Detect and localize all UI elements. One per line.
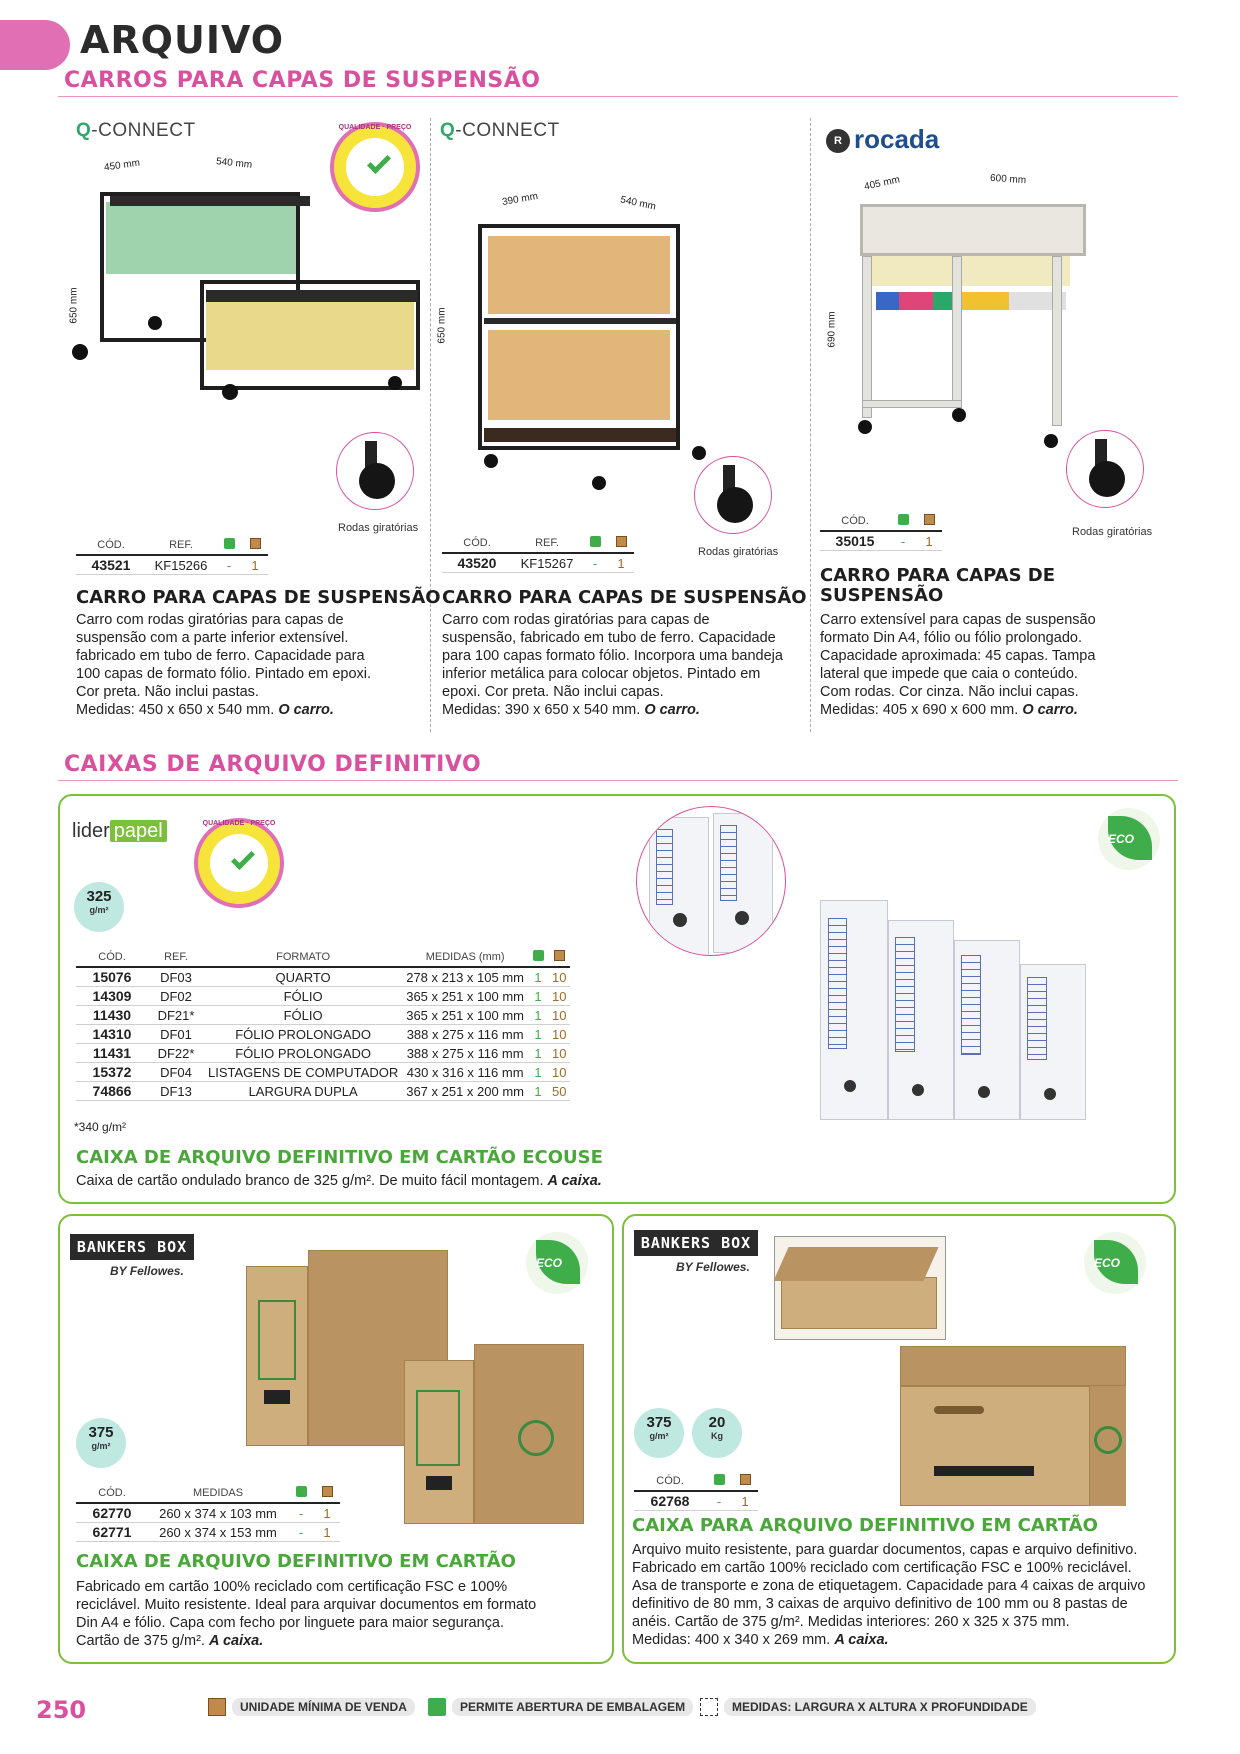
- grammage-badge: 375 g/m²: [76, 1418, 126, 1468]
- col-header-cod: CÓD.: [76, 1484, 148, 1503]
- table-row: 62768 - 1: [634, 1491, 758, 1511]
- col-header-cod: CÓD.: [76, 536, 146, 555]
- grammage-badge: 325 g/m²: [74, 882, 124, 932]
- product-title: CARRO PARA CAPAS DE SUSPENSÃO: [76, 587, 441, 608]
- wheel-caption: Rodas giratórias: [698, 546, 779, 558]
- col-header-cod: CÓD.: [442, 534, 512, 553]
- swivel-wheel-detail: [336, 432, 414, 510]
- col-header-medidas: MEDIDAS: [148, 1484, 288, 1503]
- table-row: 43520 KF15267 - 1: [442, 553, 634, 573]
- product-title: CAIXA DE ARQUIVO DEFINITIVO EM CARTÃO: [76, 1551, 516, 1572]
- min-unit-icon: [916, 512, 942, 531]
- section-title-archive-boxes: CAIXAS DE ARQUIVO DEFINITIVO: [64, 752, 482, 777]
- product-description: Caixa de cartão ondulado branco de 325 g/m². De muito fácil montagem. A caixa.: [76, 1173, 602, 1189]
- page-number: 250: [36, 1696, 87, 1724]
- page-title: ARQUIVO: [80, 18, 285, 62]
- grammage-badge: 375 g/m²: [634, 1408, 684, 1458]
- product-description: Carro com rodas giratórias para capas de suspensão com a parte inferior extensível. fabricado em tubo de ferro. Capacidade para 100 capas de formato fólio. Pintado em epoxi. Cor preta. Não inclui pastas. Medidas: 450 x 650 x 540 mm. O carro.: [76, 612, 372, 718]
- eco-badge: ECO: [1084, 1232, 1146, 1294]
- table-row: 11430 DF21* FÓLIO 365 x 251 x 100 mm 1 10: [76, 1006, 570, 1025]
- table-row: 35015 - 1: [820, 531, 942, 551]
- product-table-cart-1: [76, 536, 268, 575]
- eco-badge: ECO: [1098, 808, 1160, 870]
- table-row: 43521 KF15266 - 1: [76, 555, 268, 575]
- dimension-depth: 405 mm: [863, 174, 901, 193]
- brand-logo-bankers-box: BANKERS BOX: [634, 1230, 758, 1256]
- brand-logo-liderpapel: lider papel: [72, 820, 167, 843]
- product-image-cart-1: [70, 150, 420, 440]
- quality-price-badge: QUALIDADE · PREÇO: [194, 818, 284, 908]
- product-table-ecouse: [76, 948, 570, 1101]
- swivel-wheel-detail: [1066, 430, 1144, 508]
- box-icon: [208, 1698, 226, 1716]
- wheel-caption: Rodas giratórias: [1072, 526, 1153, 538]
- column-divider: [810, 118, 811, 732]
- min-unit-icon: [608, 534, 634, 553]
- dimension-height: 650 mm: [68, 287, 80, 324]
- product-title: CARRO PARA CAPAS DE SUSPENSÃO: [820, 565, 1056, 606]
- min-unit-icon: [548, 948, 570, 967]
- col-header-ref: REF.: [146, 536, 216, 555]
- table-row: 11431 DF22* FÓLIO PROLONGADO 388 x 275 x 116 mm 1 10: [76, 1044, 570, 1063]
- col-header-cod: CÓD.: [76, 948, 148, 967]
- section-divider: [58, 780, 1178, 781]
- dimension-height: 650 mm: [436, 307, 448, 344]
- open-pack-icon: [582, 534, 608, 553]
- open-pack-icon: [288, 1484, 314, 1503]
- section-title-carts: CARROS PARA CAPAS DE SUSPENSÃO: [64, 68, 541, 93]
- table-footnote: *340 g/m²: [74, 1120, 127, 1134]
- dimension-height: 690 mm: [826, 311, 838, 348]
- open-pack-icon: [428, 1698, 446, 1716]
- product-description: Carro com rodas giratórias para capas de suspensão, fabricado em tubo de ferro. Capacidade para 100 capas formato fólio. Incorpora uma bandeja inferior metálica para colocar objetos. Pintado em epoxi. Cor preta. Não inclui capas. Medidas: 390 x 650 x 540 mm. O carro.: [442, 612, 783, 718]
- min-unit-icon: [242, 536, 268, 555]
- min-unit-icon: [314, 1484, 340, 1503]
- product-table-bankers-box-2: [634, 1472, 758, 1511]
- open-pack-icon: [706, 1472, 732, 1491]
- legend-min-unit: UNIDADE MÍNIMA DE VENDA: [208, 1698, 415, 1716]
- eco-badge: ECO: [526, 1232, 588, 1294]
- product-image-cart-3: [826, 168, 1110, 468]
- product-detail-lid-open: [774, 1236, 946, 1340]
- open-pack-icon: [528, 948, 548, 967]
- product-image-cart-2: [436, 180, 720, 490]
- product-title: CAIXA DE ARQUIVO DEFINITIVO EM CARTÃO ECOUSE: [76, 1147, 603, 1168]
- brand-logo-fellowes: BY Fellowes.: [676, 1260, 750, 1274]
- legend-open-pack: PERMITE ABERTURA DE EMBALAGEM: [428, 1698, 693, 1716]
- brand-logo-bankers-box: BANKERS BOX: [70, 1234, 194, 1260]
- wheel-caption: Rodas giratórias: [338, 522, 419, 534]
- brand-logo-fellowes: BY Fellowes.: [110, 1264, 184, 1278]
- product-image-storage-box: [894, 1346, 1130, 1512]
- legend-dimensions: MEDIDAS: LARGURA X ALTURA X PROFUNDIDADE: [700, 1698, 1036, 1716]
- product-description: Carro extensível para capas de suspensão formato Din A4, fólio ou fólio prolongado. Capacidade aproximada: 45 capas. Tampa lateral que impede que caia o conteúdo. Com rodas. Cor cinza. Não inclui capas. Medidas: 405 x 690 x 600 mm. O carro.: [820, 612, 1096, 718]
- check-icon: [231, 846, 255, 870]
- product-table-bankers-box-1: [76, 1484, 340, 1542]
- dimension-width: 600 mm: [989, 172, 1027, 187]
- section-divider: [58, 96, 1178, 97]
- product-description: Fabricado em cartão 100% reciclado com certificação FSC e 100% reciclável. Muito resistente. Ideal para arquivar documentos em formato Din A4 e fólio. Capa com fecho por linguete para maior segurança. Cartão de 375 g/m². A caixa.: [76, 1579, 537, 1649]
- min-unit-icon: [732, 1472, 758, 1491]
- product-detail-closeup: [636, 806, 786, 956]
- col-header-formato: FORMATO: [204, 948, 402, 967]
- table-row: 15372 DF04 LISTAGENS DE COMPUTADOR 430 x 316 x 116 mm 1 10: [76, 1063, 570, 1082]
- section-tab-marker: [0, 20, 70, 70]
- dimension-width: 540 mm: [215, 156, 253, 171]
- dimension-depth: 450 mm: [103, 157, 141, 174]
- product-title: CARRO PARA CAPAS DE SUSPENSÃO: [442, 587, 807, 608]
- brand-logo-qconnect: Q-CONNECT: [76, 120, 196, 141]
- col-header-medidas: MEDIDAS (mm): [402, 948, 528, 967]
- open-pack-icon: [890, 512, 916, 531]
- col-header-cod: CÓD.: [634, 1472, 706, 1491]
- quality-price-badge: QUALIDADE · PREÇO: [330, 122, 420, 212]
- table-row: 15076 DF03 QUARTO 278 x 213 x 105 mm 1 10: [76, 967, 570, 987]
- brand-logo-rocada: R rocada: [826, 124, 939, 155]
- col-header-ref: REF.: [148, 948, 204, 967]
- product-description: Arquivo muito resistente, para guardar documentos, capas e arquivo definitivo. Fabricado em cartão 100% reciclado com certificação FSC e 100% reciclável. Asa de transporte e zona de etiquetagem. Capacidade para 4 caixas de arquivo definitivo de 80 mm, 3 caixas de arquivo definitivo de 100 mm ou 8 pastas de anéis. Cartão de 375 g/m². Medidas interiores: 260 x 325 x 375 mm. Medidas: 400 x 340 x 269 mm. A caixa.: [632, 1542, 1146, 1648]
- product-table-cart-2: [442, 534, 634, 573]
- weight-capacity-badge: 20 Kg: [692, 1408, 742, 1458]
- swivel-wheel-detail: [694, 456, 772, 534]
- table-row: 14309 DF02 FÓLIO 365 x 251 x 100 mm 1 10: [76, 987, 570, 1006]
- table-row: 14310 DF01 FÓLIO PROLONGADO 388 x 275 x 116 mm 1 10: [76, 1025, 570, 1044]
- dimension-depth: 390 mm: [501, 190, 539, 209]
- product-title: CAIXA PARA ARQUIVO DEFINITIVO EM CARTÃO: [632, 1515, 1098, 1536]
- table-row: 62771 260 x 374 x 153 mm - 1: [76, 1523, 340, 1542]
- product-image-ecouse-boxes: [820, 880, 1120, 1126]
- table-row: 74866 DF13 LARGURA DUPLA 367 x 251 x 200 mm 1 50: [76, 1082, 570, 1101]
- product-table-cart-3: [820, 512, 942, 551]
- table-row: 62770 260 x 374 x 103 mm - 1: [76, 1503, 340, 1523]
- col-header-ref: REF.: [512, 534, 582, 553]
- dimensions-icon: [700, 1698, 718, 1716]
- dimension-width: 540 mm: [619, 194, 657, 213]
- col-header-cod: CÓD.: [820, 512, 890, 531]
- column-divider: [430, 118, 431, 732]
- brand-logo-qconnect: Q-CONNECT: [440, 120, 560, 141]
- open-pack-icon: [216, 536, 242, 555]
